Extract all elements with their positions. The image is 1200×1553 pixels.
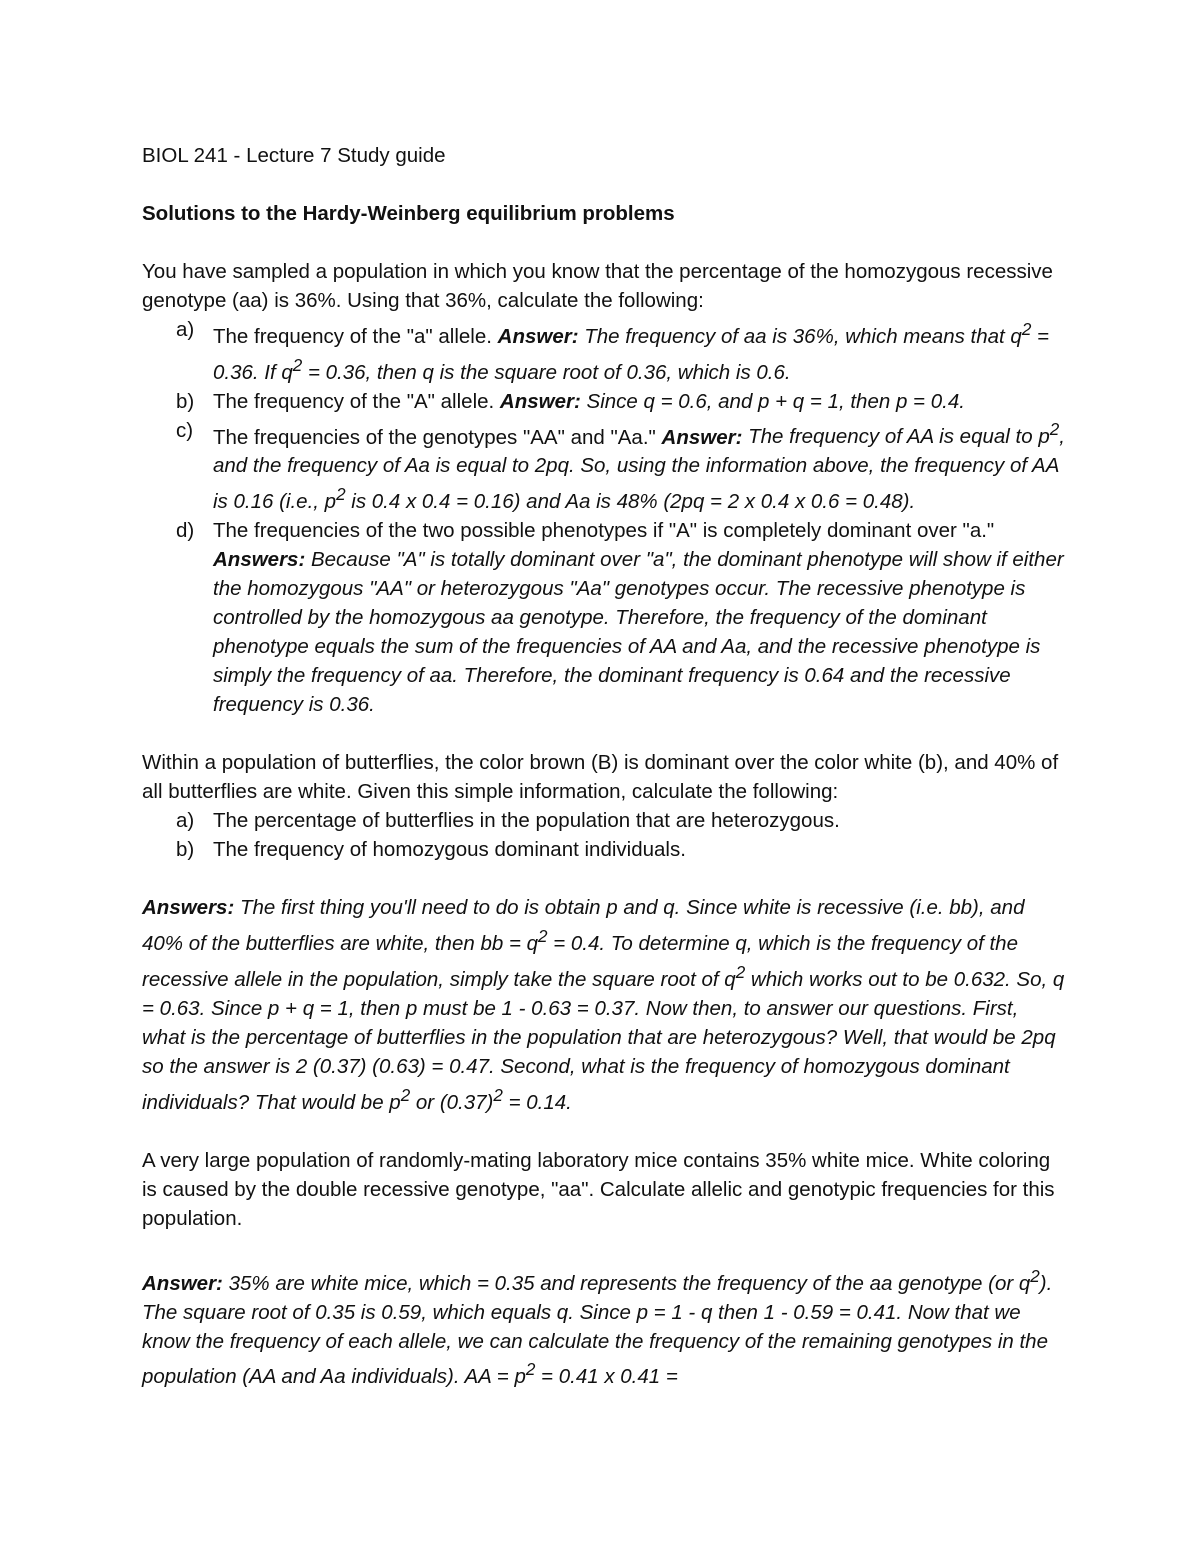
answer-text: 35% are white mice, which = 0.35 and represents the frequency of the aa genotype (or $q^2$). The square root of 0.35 is 0.59, which equals q. Since p = 1 - q then 1 - 0.59 = 0.41. Now that we know the frequency of each allele, we can calculate the frequency of the remaining genotypes in the population (AA and Aa individuals). AA = $p^2 = 0.41$ x 0.41 = [142,1266,1053,1389]
item-text: The frequency of homozygous dominant individuals. [213,838,686,862]
list-item [142,516,1066,719]
problem-2-answer [142,893,1066,1116]
list-marker: b) [176,838,195,862]
answer-label: Answer: [497,324,579,348]
document-title: BIOL 241 - Lecture 7 Study guide [142,144,446,167]
item-text: The frequency of the "a" allele. [213,324,492,348]
answer-label: Answer: [499,389,581,413]
document-body [142,141,1066,1391]
list-marker: a) [176,809,195,833]
answer-label: Answer: [661,425,743,449]
list-marker: c) [176,418,194,442]
list-marker: d) [176,519,195,543]
list-item [142,387,1066,416]
problem-2-question: Within a population of butterflies, the color brown (B) is dominant over the color white (b), and 40% of all butterflies are white. Given this simple information, calculate the following: [142,751,1059,804]
item-text: The frequency of the "A" allele. [213,389,495,413]
spacer [142,1233,1066,1262]
list-marker: a) [176,318,195,341]
spacer [142,1117,1066,1146]
list-item [142,806,1066,835]
section-heading: Solutions to the Hardy-Weinberg equilibrium problems [142,202,675,225]
list-item [142,835,1066,864]
problem-2-list [142,806,1066,864]
problem-3-question: A very large population of randomly-mating laboratory mice contains 35% white mice. White coloring is caused by the double recessive genotype, "aa". Calculate allelic and genotypic frequencies for this population. [142,1148,1055,1230]
item-text: The frequencies of the two possible phenotypes if "A" is completely dominant over "a." [213,519,995,543]
problem-1-question: You have sampled a population in which you know that the percentage of the homozygous recessive genotype (aa) is 36%. Using that 36%, calculate the following: [142,260,1053,312]
list-item [142,416,1066,517]
problem-3-answer [142,1262,1066,1392]
item-text: The percentage of butterflies in the population that are heterozygous. [213,809,840,833]
spacer [142,864,1066,893]
answer-label: Answer: [142,1271,223,1295]
answer-text: Because "A" is totally dominant over "a", the dominant phenotype will show if either the homozygous "AA" or heterozygous "Aa" genotypes occur. The recessive phenotype is controlled by the homozygous aa genotype. Therefore, the frequency of the dominant phenotype equals the sum of the frequencies of AA and Aa, and the recessive phenotype is simply the frequency of aa. Therefore, the dominant frequency is 0.64 and the recessive frequency is 0.36. [213,548,1064,717]
answer-label: Answers: [142,896,235,920]
problem-1-list [142,315,1066,719]
answer-text: The frequency of AA is equal to $p^2$, and the frequency of Aa is equal to 2pq. So, using the information above, the frequency of AA is 0.16 (i.e., $p^2$ is 0.4 x 0.4 = 0.16) and Aa is 48% (2pq = 2 x 0.4 x 0.6 = 0.48). [213,420,1065,514]
answer-label: Answers: [213,548,306,572]
answer-text: The first thing you'll need to do is obtain p and q. Since white is recessive (i.e. bb), and 40% of the butterflies are white, then bb = $q^2 = 0.4$. To determine q, which is the frequency of the recessive allele in the population, simply take the square root of $q^2$ which works out to be 0.632. So, q = 0.63. Since p + q = 1, then p must be 1 - 0.63 = 0.37. Now then, to answer our questions. First, what is the percentage of butterflies in the population that are heterozygous? Well, that would be 2pq so the answer is 2 (0.37) (0.63) = 0.47. Second, what is the frequency of homozygous dominant individuals? That would be $p^2$ or $(0.37)^2 = 0.14$. [142,896,1065,1114]
list-marker: b) [176,389,195,413]
list-item [142,315,1066,387]
answer-text: Since q = 0.6, and p + q = 1, then p = 0.4. [586,389,965,413]
spacer [142,719,1066,748]
item-text: The frequencies of the genotypes "AA" and "Aa." [213,425,656,449]
answer-text: The frequency of aa is 36%, which means that $q^2 = 0.36$. If $q^2 = 0.36$, then q is the square root of 0.36, which is 0.6. [213,320,1049,384]
